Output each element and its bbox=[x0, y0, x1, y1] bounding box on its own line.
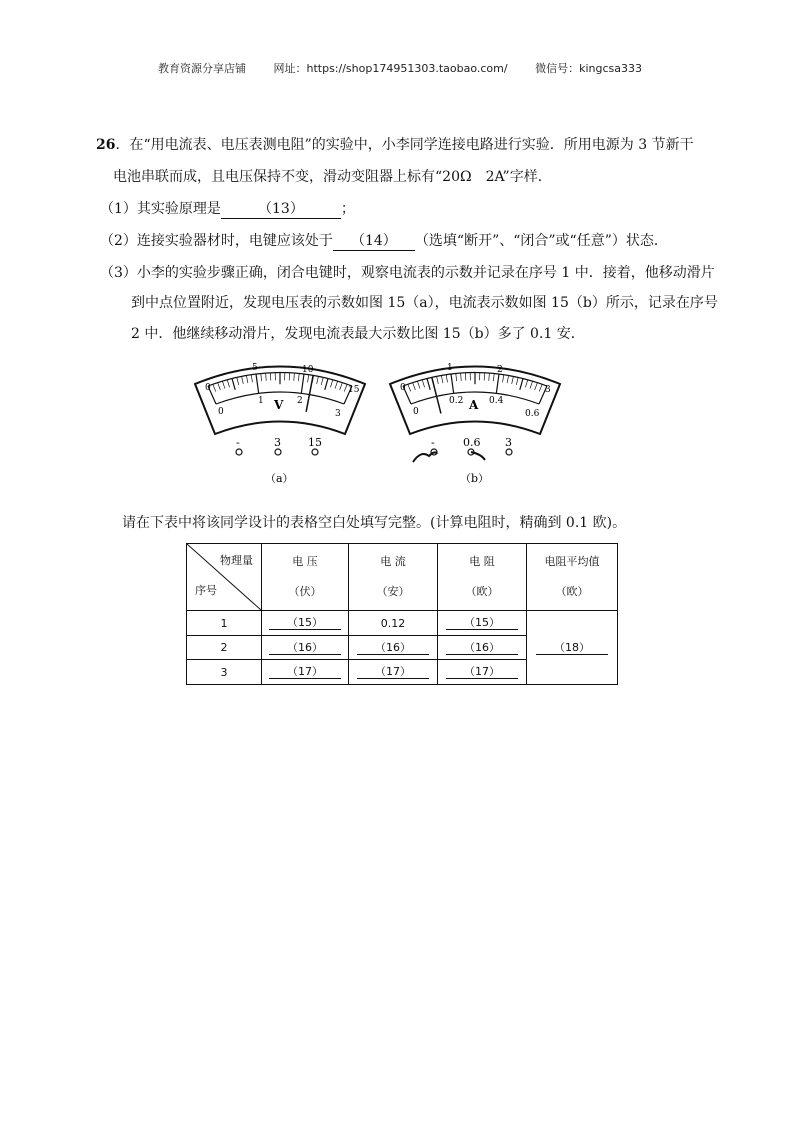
part-1-prefix: （1）其实验原理是 bbox=[100, 201, 221, 217]
row-voltage-cell bbox=[262, 660, 349, 685]
voltmeter-svg bbox=[190, 354, 370, 489]
header-resistance-unit: （欧） bbox=[465, 585, 499, 598]
blank-17-resistance[interactable]: （17） bbox=[446, 665, 518, 679]
question-number: 26 bbox=[96, 137, 116, 153]
part-3-line-2: 到中点位置附近，发现电压表的示数如图 15（a），电流表示数如图 15（b）所示，记录在序号 bbox=[131, 295, 718, 311]
ammeter-upper-label-3: 3 bbox=[545, 385, 551, 395]
question-intro-line-2: 电池串联而成，且电压保持不变，滑动变阻器上标有“20Ω 2A”字样． bbox=[113, 169, 552, 185]
voltmeter-upper-label-15: 15 bbox=[348, 385, 360, 395]
part-2-prefix: （2）连接实验器材时，电键应该处于 bbox=[100, 233, 333, 249]
shop-name: 教育资源分享店铺 bbox=[158, 62, 246, 75]
part-3-line-1: （3）小李的实验步骤正确，闭合电键时，观察电流表的示数并记录在序号 1 中．接着，他移动滑片 bbox=[100, 265, 715, 281]
header-average-name: 电阻平均值 bbox=[544, 555, 600, 568]
blank-17-voltage[interactable]: （17） bbox=[269, 665, 341, 679]
voltmeter-terminal-15-label: 15 bbox=[308, 436, 322, 449]
blank-17-current[interactable]: （17） bbox=[357, 665, 429, 679]
voltmeter-lower-label-1: 1 bbox=[258, 396, 264, 406]
shop-website[interactable]: 网址：https://shop174951303.taobao.com/ bbox=[273, 62, 508, 75]
header-average-unit: （欧） bbox=[555, 585, 589, 598]
ammeter-lower-label-02: 0.2 bbox=[449, 396, 464, 406]
voltmeter-upper-label-0: 0 bbox=[205, 383, 211, 393]
blank-14[interactable]: （14） bbox=[333, 230, 415, 251]
row-resistance-cell bbox=[438, 660, 527, 685]
row-index: 1 bbox=[187, 611, 262, 636]
table-corner-top: 物理量 bbox=[220, 554, 253, 567]
voltmeter-terminal-neg-label: - bbox=[236, 436, 240, 449]
ammeter-wire-neg bbox=[413, 452, 437, 462]
row-resistance-cell bbox=[438, 611, 527, 636]
data-table bbox=[186, 543, 618, 685]
blank-15-resistance[interactable]: （15） bbox=[446, 616, 518, 630]
header-resistance-name: 电 阻 bbox=[469, 555, 495, 568]
voltmeter-lower-label-0: 0 bbox=[218, 407, 224, 417]
ammeter-svg bbox=[385, 354, 565, 489]
table-row bbox=[187, 611, 618, 636]
question-intro-text: ．在“用电流表、电压表测电阻”的实验中，小李同学连接电路进行实验．所用电源为 3 节新干 bbox=[115, 137, 694, 153]
table-instruction: 请在下表中将该同学设计的表格空白处填写完整。(计算电阻时，精确到 0.1 欧)。 bbox=[122, 515, 627, 531]
blank-18-average[interactable]: （18） bbox=[536, 641, 608, 655]
row-current-cell bbox=[349, 611, 438, 636]
voltmeter-lower-label-2: 2 bbox=[297, 396, 303, 406]
voltmeter-upper-label-5: 5 bbox=[252, 363, 258, 373]
voltmeter-figure bbox=[190, 354, 370, 489]
voltmeter-unit-letter: V bbox=[274, 398, 284, 412]
row-voltage-cell bbox=[262, 611, 349, 636]
blank-16-voltage[interactable]: （16） bbox=[269, 641, 341, 655]
row-voltage-cell bbox=[262, 636, 349, 660]
header-current-unit: （安） bbox=[376, 585, 410, 598]
ammeter-terminal-3 bbox=[506, 449, 512, 455]
blank-15-voltage[interactable]: （15） bbox=[269, 616, 341, 630]
blank-16-current[interactable]: （16） bbox=[357, 641, 429, 655]
header-voltage bbox=[262, 544, 349, 611]
part-1-suffix: ； bbox=[340, 201, 355, 217]
ammeter-upper-label-1: 1 bbox=[447, 363, 453, 373]
ammeter-unit-letter: A bbox=[469, 398, 479, 412]
ammeter-lower-label-06: 0.6 bbox=[525, 409, 540, 419]
voltmeter-terminal-3-label: 3 bbox=[274, 436, 281, 449]
header-current-name: 电 流 bbox=[380, 555, 406, 568]
ammeter-terminal-06-label: 0.6 bbox=[463, 436, 481, 449]
header-voltage-name: 电 压 bbox=[292, 555, 318, 568]
row-current-value: 0.12 bbox=[380, 616, 406, 630]
voltmeter-terminal-3 bbox=[275, 449, 281, 455]
voltmeter-caption: （a） bbox=[265, 472, 294, 485]
voltmeter-terminal-15 bbox=[312, 449, 318, 455]
ammeter-figure bbox=[385, 354, 565, 489]
part-3-line-3: 2 中．他继续移动滑片，发现电流表最大示数比图 15（b）多了 0.1 安． bbox=[131, 326, 585, 342]
wechat-id: 微信号：kingcsa333 bbox=[535, 62, 642, 75]
row-index: 2 bbox=[187, 636, 262, 660]
ammeter-upper-label-2: 2 bbox=[497, 365, 503, 375]
table-corner-cell bbox=[187, 544, 262, 611]
row-index: 3 bbox=[187, 660, 262, 685]
ammeter-terminal-3-label: 3 bbox=[505, 436, 512, 449]
part-2-suffix: （选填“断开”、“闭合”或“任意”）状态． bbox=[414, 233, 668, 249]
ammeter-terminal-neg-label: - bbox=[431, 436, 435, 449]
blank-16-resistance[interactable]: （16） bbox=[446, 641, 518, 655]
header-current bbox=[349, 544, 438, 611]
row-resistance-cell bbox=[438, 636, 527, 660]
header-voltage-unit: （伏） bbox=[288, 585, 322, 598]
ammeter-caption: （b） bbox=[460, 472, 490, 485]
part-2 bbox=[100, 230, 668, 251]
row-current-cell bbox=[349, 636, 438, 660]
ammeter-upper-label-0: 0 bbox=[400, 383, 406, 393]
ammeter-lower-label-0: 0 bbox=[413, 407, 419, 417]
header-resistance bbox=[438, 544, 527, 611]
header-average bbox=[527, 544, 618, 611]
blank-13[interactable]: （13） bbox=[221, 198, 341, 219]
voltmeter-terminal-neg bbox=[236, 449, 242, 455]
row-current-cell bbox=[349, 660, 438, 685]
ammeter-lower-label-04: 0.4 bbox=[489, 396, 504, 406]
part-1 bbox=[100, 198, 355, 219]
question-intro-line-1 bbox=[96, 134, 694, 154]
page-header bbox=[0, 60, 800, 76]
voltmeter-upper-label-10: 10 bbox=[302, 365, 314, 375]
average-cell bbox=[527, 611, 618, 685]
voltmeter-lower-label-3: 3 bbox=[335, 409, 341, 419]
table-corner-bottom: 序号 bbox=[195, 584, 217, 597]
